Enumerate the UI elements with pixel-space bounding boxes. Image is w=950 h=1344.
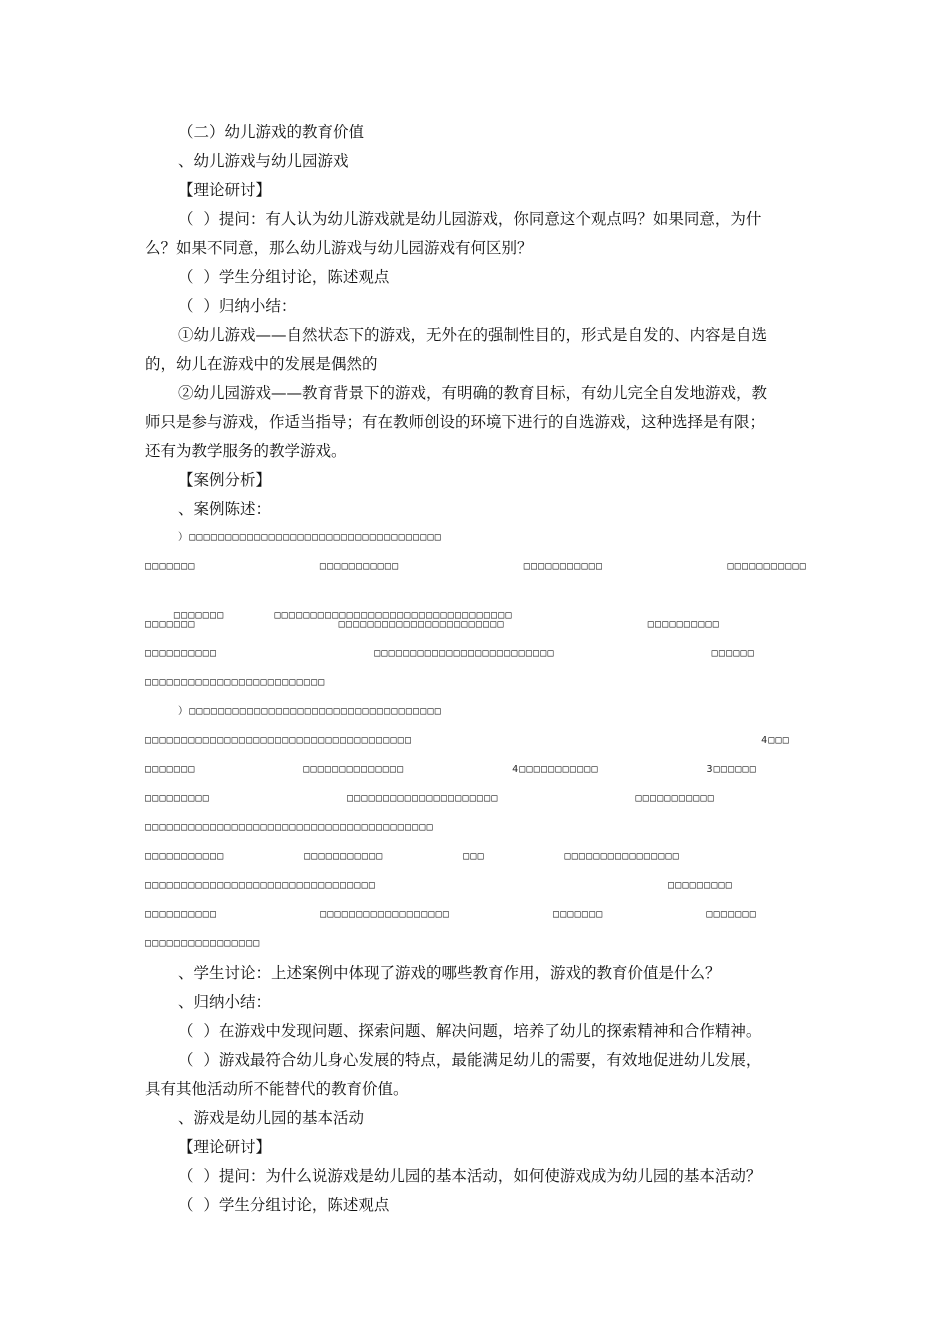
case-1-line-5 [145, 644, 755, 664]
point-2-line-1: ②幼儿园游戏——教育背景下的游戏，有明确的教育目标，有幼儿完全自发地游戏，教 [178, 384, 768, 402]
text-fragment: □□□□□□□□□□□ [635, 793, 715, 804]
text-fragment: □□□□□□□□□□ [647, 619, 720, 630]
case-tag: 【案例分析】 [178, 471, 272, 489]
item-heading-1: 、幼儿游戏与幼儿园游戏 [178, 152, 349, 170]
point-2-line-3: 还有为教学服务的教学游戏。 [145, 442, 347, 460]
text-fragment: 4□□□□□□□□□□□ [512, 764, 599, 775]
text-fragment: □□□□□□□□□□ [145, 909, 218, 920]
summary-1-heading: （ ）归纳小结： [178, 297, 297, 315]
discussion-1: （ ）学生分组讨论，陈述观点 [178, 268, 390, 286]
text-fragment: □□□□□□□□□□□ [523, 561, 604, 572]
text-fragment: □□□□□□□□□ [145, 793, 210, 804]
text-fragment: 3□□□□□□ [706, 764, 757, 775]
theory-tag-1: 【理论研讨】 [178, 181, 272, 199]
theory-tag-2: 【理论研讨】 [178, 1138, 272, 1156]
section-heading: （二）幼儿游戏的教育价值 [178, 123, 365, 141]
text-fragment: □□□□□□□□□□□□□□□□□□□□□□□□□□□□□□□□ [145, 880, 377, 891]
summary-2-heading: 、归纳小结： [178, 993, 272, 1011]
point-1-line-2: 的，幼儿在游戏中的发展是偶然的 [145, 355, 378, 373]
point-2-line-2: 师只是参与游戏，作适当指导；有在教师创设的环境下进行的自选游戏，这种选择是有限； [145, 413, 766, 431]
case-2-line-9: □□□□□□□□□□□□□□□□ [145, 938, 261, 949]
text-fragment: □□□□□□□ [145, 764, 196, 775]
text-fragment: □□□□□□□ [552, 909, 604, 920]
text-fragment: 4□□□ [761, 735, 790, 746]
summary-2-point-2-line-1: （ ）游戏最符合幼儿身心发展的特点，最能满足幼儿的需要，有效地促进幼儿发展， [178, 1051, 762, 1069]
text-fragment: □□□□□□□□□□□ [304, 851, 384, 862]
question-1-line-1: （ ）提问：有人认为幼儿游戏就是幼儿园游戏，你同意这个观点吗？如果同意，为什 [178, 210, 762, 228]
summary-2-point-1: （ ）在游戏中发现问题、探索问题、解决问题，培养了幼儿的探索精神和合作精神。 [178, 1022, 762, 1040]
summary-2-point-2-line-2: 具有其他活动所不能替代的教育价值。 [145, 1080, 409, 1098]
case-2-line-4 [145, 789, 715, 809]
case-2-line-6 [145, 847, 680, 867]
case-1-line-6: □□□□□□□□□□□□□□□□□□□□□□□□□ [145, 677, 326, 688]
text-fragment: □□□□□□□□□□□ [145, 851, 225, 862]
text-fragment: □□□□□□□□□□□□□□ [303, 764, 405, 775]
text-fragment: □□□□□□□ [145, 619, 196, 630]
text-fragment: □□□□□□□□□□□□□□□□ [564, 851, 680, 862]
text-fragment: □□□□□□□□□□□□□□□□□□□□□ [346, 793, 499, 804]
text-fragment: □□□□□□□□□□ [145, 648, 218, 659]
text-fragment: □□□□□□□ [173, 610, 225, 621]
text-fragment: □□□□□□□□□□□□□□□□□□□□□□□□□□□□□□□□□□□□□ [145, 735, 413, 746]
question-2: （ ）提问：为什么说游戏是幼儿园的基本活动，如何使游戏成为幼儿园的基本活动？ [178, 1167, 762, 1185]
text-fragment: □□□□□□□ [145, 561, 196, 572]
case-1-line-1: ）□□□□□□□□□□□□□□□□□□□□□□□□□□□□□□□□□□□ [178, 532, 442, 543]
text-fragment: □□□□□□□□□□□□□□□□□□ [320, 909, 451, 920]
case-1-line-4 [145, 615, 720, 635]
case-2-line-3 [145, 760, 757, 780]
case-2-line-7 [145, 876, 733, 896]
discussion-2: （ ）学生分组讨论，陈述观点 [178, 1196, 390, 1214]
case-2-line-5: □□□□□□□□□□□□□□□□□□□□□□□□□□□□□□□□□□□□□□□□ [145, 822, 434, 833]
case-2-line-8 [145, 905, 757, 925]
case-intro: 、案例陈述： [178, 500, 272, 518]
case-2-line-2 [145, 731, 790, 751]
item-heading-2: 、游戏是幼儿园的基本活动 [178, 1109, 365, 1127]
text-fragment: □□□□□□□□□□□ [319, 561, 400, 572]
text-fragment: □□□ [463, 851, 485, 862]
case-2-line-1: ）□□□□□□□□□□□□□□□□□□□□□□□□□□□□□□□□□□□ [178, 706, 442, 717]
text-fragment: □□□□□□□ [706, 909, 757, 920]
case-1-line-2 [145, 557, 807, 577]
question-1-line-2: 么？如果不同意，那么幼儿游戏与幼儿园游戏有何区别？ [145, 239, 533, 257]
text-fragment: □□□□□□□□□□□□□□□□□□□□□□□□□ [374, 648, 555, 659]
text-fragment: □□□□□□□□□ [668, 880, 733, 891]
text-fragment: □□□□□□□□□□□ [727, 561, 807, 572]
text-fragment: □□□□□□□□□□□□□□□□□□□□□□□□□□□□□□□□□ [274, 610, 513, 621]
point-1-line-1: ①幼儿游戏——自然状态下的游戏，无外在的强制性目的，形式是自发的、内容是自选 [178, 326, 768, 344]
student-discussion: 、学生讨论：上述案例中体现了游戏的哪些教育作用，游戏的教育价值是什么？ [178, 964, 721, 982]
text-fragment: □□□□□□□□□□□□□□□□□□□□□□□ [338, 619, 505, 630]
text-fragment: □□□□□□ [711, 648, 755, 659]
